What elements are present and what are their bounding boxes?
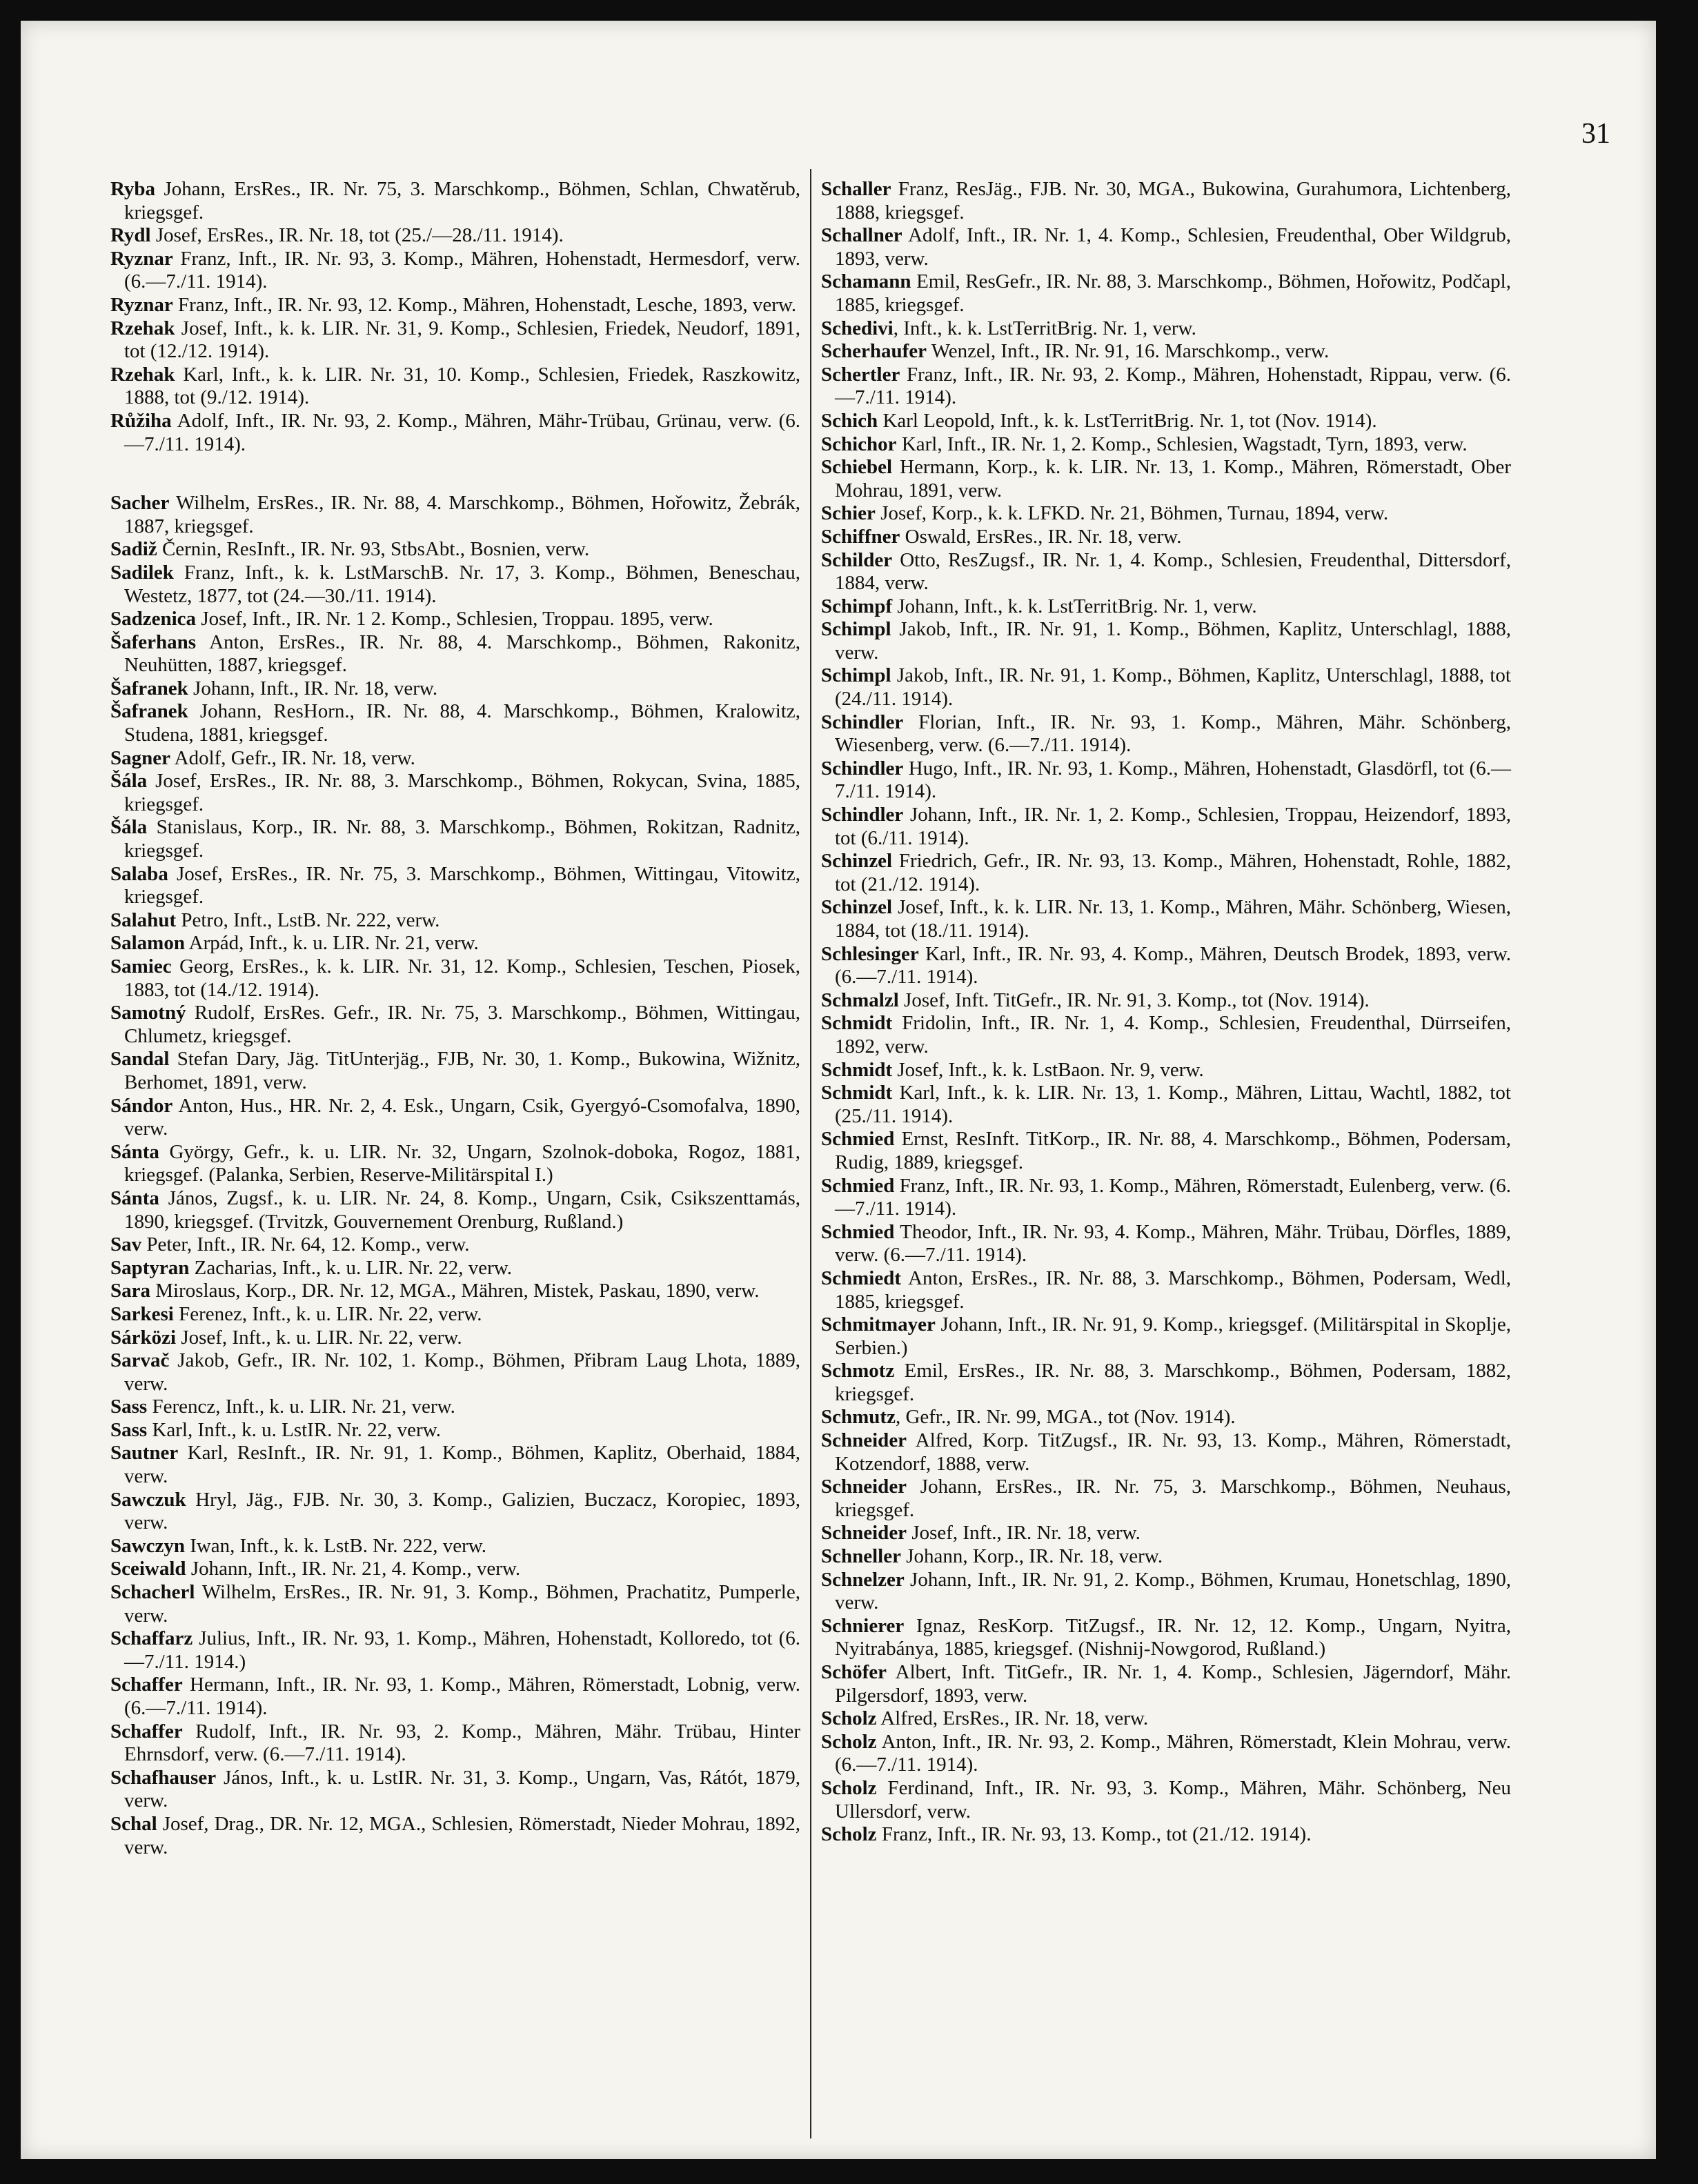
register-entry xyxy=(110,1419,800,1442)
entry-details: Josef, ErsRes., IR. Nr. 18, tot (25./—28./11. 1914). xyxy=(150,224,564,247)
register-entry xyxy=(821,1569,1511,1615)
entry-surname: Schiebel xyxy=(821,456,893,479)
register-entry xyxy=(110,1720,800,1767)
entry-details: Franz, Inft., IR. Nr. 93, 2. Komp., Mähren, Hohenstadt, Rippau, verw. (6.—7./11. 1914). xyxy=(835,363,1511,409)
entry-surname: Sara xyxy=(110,1280,150,1302)
register-entry xyxy=(821,1777,1511,1823)
entry-surname: Schmutz xyxy=(821,1406,896,1429)
entry-details: Otto, ResZugsf., IR. Nr. 1, 4. Komp., Schlesien, Freudenthal, Dittersdorf, 1884, verw. xyxy=(835,548,1511,595)
register-entry xyxy=(821,1221,1511,1267)
entry-surname: Schedivi xyxy=(821,317,894,339)
entry-surname: Sautner xyxy=(110,1442,179,1465)
register-entry xyxy=(110,538,800,562)
entry-surname: Schindler xyxy=(821,757,904,780)
entry-details: Ernst, ResInft. TitKorp., IR. Nr. 88, 4. Marschkomp., Böhmen, Podersam, Rudig, 1889, kriegsgef. xyxy=(835,1128,1511,1173)
entry-details: , Inft., k. k. LstTerritBrig. Nr. 1, verw. xyxy=(893,317,1196,339)
entry-details: Ferdinand, Inft., IR. Nr. 93, 3. Komp., Mähren, Mähr. Schönberg, Neu Ullersdorf, verw. xyxy=(835,1776,1511,1823)
entry-surname: Salaba xyxy=(110,862,168,885)
register-entry xyxy=(821,1360,1511,1406)
register-entry xyxy=(821,1661,1511,1707)
entry-details: Karl, Inft., IR. Nr. 93, 4. Komp., Mähren, Deutsch Brodek, 1893, verw. (6.—7./11. 1914). xyxy=(835,942,1511,989)
entry-surname: Scholz xyxy=(821,1707,877,1730)
register-entry xyxy=(110,562,800,608)
register-entry xyxy=(110,1349,800,1396)
entry-details: Florian, Inft., IR. Nr. 93, 1. Komp., Mähren, Mähr. Schönberg, Wiesenberg, verw. (6.—7./11. 1914). xyxy=(835,711,1511,757)
entry-surname: Schmied xyxy=(821,1174,895,1197)
entry-surname: Schneider xyxy=(821,1429,907,1452)
register-entry xyxy=(110,932,800,955)
entry-surname: Samotný xyxy=(110,1002,186,1024)
entry-details: Josef, Inft., k. k. LstBaon. Nr. 9, verw. xyxy=(892,1058,1204,1081)
entry-surname: Šafranek xyxy=(110,677,188,699)
entry-details: Josef, Drag., DR. Nr. 12, MGA., Schlesien, Römerstadt, Nieder Mohrau, 1892, verw. xyxy=(124,1812,800,1858)
register-entry xyxy=(110,1280,800,1303)
entry-surname: Schmidt xyxy=(821,1012,893,1035)
register-entry xyxy=(821,1175,1511,1221)
column-divider xyxy=(810,169,811,2138)
entry-details: Hermann, Inft., IR. Nr. 93, 1. Komp., Mähren, Römerstadt, Lobnig, verw. (6.—7./11. 1914). xyxy=(124,1674,800,1719)
page-number: 31 xyxy=(1581,118,1610,150)
register-entry xyxy=(821,1615,1511,1661)
entry-surname: Schimpl xyxy=(821,618,891,641)
entry-surname: Schilder xyxy=(821,548,893,571)
entry-surname: Sass xyxy=(110,1418,148,1441)
entry-surname: Schnierer xyxy=(821,1614,905,1637)
entry-surname: Salahut xyxy=(110,909,177,931)
entry-surname: Sawczyn xyxy=(110,1534,185,1557)
entry-surname: Sceiwald xyxy=(110,1558,186,1580)
register-entry xyxy=(110,410,800,456)
entry-surname: Schmalzl xyxy=(821,989,899,1011)
entry-surname: Schacherl xyxy=(110,1581,195,1604)
register-entry xyxy=(110,1233,800,1257)
entry-surname: Sarvač xyxy=(110,1349,170,1372)
register-entry xyxy=(110,294,800,317)
register-entry xyxy=(821,1082,1511,1128)
register-entry xyxy=(110,1442,800,1488)
entry-surname: Schimpf xyxy=(821,595,893,617)
entry-surname: Samiec xyxy=(110,955,172,977)
register-entry xyxy=(110,1002,800,1048)
register-entry xyxy=(821,178,1511,224)
entry-details: Adolf, Gefr., IR. Nr. 18, verw. xyxy=(170,746,415,769)
register-entry xyxy=(110,863,800,909)
entry-details: Johann, Inft., IR. Nr. 21, 4. Komp., verw. xyxy=(186,1558,521,1580)
entry-surname: Schich xyxy=(821,409,878,432)
register-entry xyxy=(110,1489,800,1535)
register-entry xyxy=(110,1257,800,1280)
entry-details: Wenzel, Inft., IR. Nr. 91, 16. Marschkomp., verw. xyxy=(927,340,1330,363)
entry-surname: Schlesinger xyxy=(821,942,919,965)
entry-surname: Ryznar xyxy=(110,293,173,316)
register-entry xyxy=(110,955,800,1002)
entry-details: Ignaz, ResKorp. TitZugsf., IR. Nr. 12, 12. Komp., Ungarn, Nyitra, Nyitrabánya, 1885, kriegsgef. (Nishnij-Nowgorod, Rußland.) xyxy=(835,1614,1511,1660)
entry-surname: Schnelzer xyxy=(821,1568,905,1591)
right-column xyxy=(821,178,1511,1847)
entry-surname: Sav xyxy=(110,1233,142,1256)
entry-surname: Sacher xyxy=(110,492,170,515)
entry-surname: Sagner xyxy=(110,746,170,769)
entry-surname: Schindler xyxy=(821,804,904,826)
entry-details: Theodor, Inft., IR. Nr. 93, 4. Komp., Mähren, Mähr. Trübau, Dörfles, 1889, verw. (6.—7./11. 1914). xyxy=(835,1220,1511,1267)
entry-surname: Ryznar xyxy=(110,247,173,270)
entry-details: Franz, Inft., k. k. LstMarschB. Nr. 17, 3. Komp., Böhmen, Beneschau, Westetz, 1877, tot (24.—30./11. 1914). xyxy=(124,561,800,607)
entry-details: Fridolin, Inft., IR. Nr. 1, 4. Komp., Schlesien, Freudenthal, Dürrseifen, 1892, verw. xyxy=(835,1012,1511,1058)
entry-surname: Sandal xyxy=(110,1048,170,1071)
entry-details: Johann, Inft., IR. Nr. 91, 9. Komp., kriegsgef. (Militärspital in Skoplje, Serbien.) xyxy=(835,1313,1511,1359)
register-entry xyxy=(821,757,1511,804)
entry-details: Karl, Inft., k. u. LstIR. Nr. 22, verw. xyxy=(147,1418,441,1441)
entry-details: Anton, Hus., HR. Nr. 2, 4. Esk., Ungarn, Csik, Gyergyó-Csomofalva, 1890, verw. xyxy=(124,1094,800,1140)
register-entry xyxy=(821,850,1511,896)
entry-details: Alfred, ErsRes., IR. Nr. 18, verw. xyxy=(876,1707,1149,1730)
entry-details: Josef, Korp., k. k. LFKD. Nr. 21, Böhmen, Turnau, 1894, verw. xyxy=(875,502,1389,525)
register-entry xyxy=(821,502,1511,526)
entry-surname: Schier xyxy=(821,502,876,525)
register-entry xyxy=(821,989,1511,1013)
entry-surname: Scholz xyxy=(821,1823,877,1846)
register-entry xyxy=(821,1128,1511,1174)
entry-details: Josef, Inft., k. k. LIR. Nr. 13, 1. Komp., Mähren, Mähr. Schönberg, Wiesen, 1884, tot (18./11. 1914). xyxy=(835,896,1511,942)
register-entry xyxy=(110,677,800,701)
entry-details: Josef, Inft., IR. Nr. 1 2. Komp., Schlesien, Troppau. 1895, verw. xyxy=(196,608,713,631)
register-entry xyxy=(821,804,1511,850)
entry-surname: Schamann xyxy=(821,270,911,293)
entry-details: Arpád, Inft., k. u. LIR. Nr. 21, verw. xyxy=(184,932,479,955)
register-entry xyxy=(821,943,1511,989)
register-entry xyxy=(821,664,1511,711)
entry-details: Johann, Inft., IR. Nr. 1, 2. Komp., Schlesien, Troppau, Heizendorf, 1893, tot (6./11. 1914). xyxy=(835,804,1511,849)
entry-details: Hugo, Inft., IR. Nr. 93, 1. Komp., Mähren, Hohenstadt, Glasdörfl, tot (6.—7./11. 1914). xyxy=(835,757,1511,803)
register-entry xyxy=(821,270,1511,317)
register-entry xyxy=(821,1012,1511,1058)
entry-details: Anton, ErsRes., IR. Nr. 88, 4. Marschkomp., Böhmen, Rakonitz, Neuhütten, 1887, kriegsgef. xyxy=(124,631,800,677)
register-entry xyxy=(821,1823,1511,1847)
entry-surname: Schmiedt xyxy=(821,1267,901,1289)
entry-details: Ferencz, Inft., k. u. LIR. Nr. 21, verw. xyxy=(147,1396,455,1418)
entry-details: Adolf, Inft., IR. Nr. 93, 2. Komp., Mähren, Mähr-Trübau, Grünau, verw. (6.—7./11. 1914). xyxy=(124,409,800,455)
register-entry xyxy=(110,1674,800,1720)
entry-details: Friedrich, Gefr., IR. Nr. 93, 13. Komp., Mähren, Hohenstadt, Rohle, 1882, tot (21./12. 1914). xyxy=(835,850,1511,895)
entry-details: Ferenez, Inft., k. u. LIR. Nr. 22, verw. xyxy=(173,1302,482,1325)
register-entry xyxy=(110,1535,800,1558)
register-entry xyxy=(110,1327,800,1350)
register-entry xyxy=(110,770,800,816)
register-entry xyxy=(821,1059,1511,1082)
register-entry xyxy=(821,456,1511,502)
entry-surname: Schneider xyxy=(821,1522,907,1545)
entry-details: Franz, Inft., IR. Nr. 93, 1. Komp., Mähren, Römerstadt, Eulenberg, verw. (6.—7./11. 1914). xyxy=(835,1174,1511,1220)
entry-details: Albert, Inft. TitGefr., IR. Nr. 1, 4. Komp., Schlesien, Jägerndorf, Mähr. Pilgersdorf, 1893, verw. xyxy=(835,1661,1511,1707)
entry-details: Jakob, Inft., IR. Nr. 91, 1. Komp., Böhmen, Kaplitz, Unterschlagl, 1888, tot (24./11. 1914). xyxy=(835,664,1511,711)
register-entry xyxy=(821,340,1511,364)
entry-details: Jakob, Gefr., IR. Nr. 102, 1. Komp., Böhmen, Přibram Laug Lhota, 1889, verw. xyxy=(124,1349,800,1395)
register-entry xyxy=(821,224,1511,270)
entry-details: János, Zugsf., k. u. LIR. Nr. 24, 8. Komp., Ungarn, Csik, Csikszenttamás, 1890, kriegsgef. (Trvitzk, Gouvernement Orenburg, Rußland.) xyxy=(124,1187,800,1233)
entry-surname: Schmidt xyxy=(821,1058,893,1081)
entry-surname: Šála xyxy=(110,816,148,839)
entry-details: Anton, Inft., IR. Nr. 93, 2. Komp., Mähren, Römerstadt, Klein Mohrau, verw. (6.—7./11. 1914). xyxy=(835,1730,1511,1776)
register-entry xyxy=(110,1813,800,1859)
register-entry xyxy=(110,1627,800,1674)
register-entry xyxy=(110,1396,800,1419)
entry-surname: Schiffner xyxy=(821,525,900,548)
entry-details: Johann, Inft., k. k. LstTerritBrig. Nr. 1, verw. xyxy=(892,595,1257,617)
entry-surname: Sawczuk xyxy=(110,1488,186,1511)
entry-details: Karl, Inft., IR. Nr. 1, 2. Komp., Schlesien, Wagstadt, Tyrn, 1893, verw. xyxy=(896,433,1468,455)
entry-surname: Scholz xyxy=(821,1730,877,1753)
entry-surname: Schmidt xyxy=(821,1082,893,1104)
entry-details: Josef, Inft., k. k. LIR. Nr. 31, 9. Komp., Schlesien, Friedek, Neudorf, 1891, tot (12./12. 1914). xyxy=(124,317,800,363)
entry-details: Emil, ResGefr., IR. Nr. 88, 3. Marschkomp., Böhmen, Hořowitz, Podčapl, 1885, kriegsgef. xyxy=(835,270,1511,316)
entry-details: , Gefr., IR. Nr. 99, MGA., tot (Nov. 1914). xyxy=(895,1406,1236,1429)
entry-surname: Rydl xyxy=(110,224,151,247)
register-entry xyxy=(821,317,1511,341)
entry-details: Peter, Inft., IR. Nr. 64, 12. Komp., verw. xyxy=(141,1233,470,1256)
entry-details: Johann, ErsRes., IR. Nr. 75, 3. Marschkomp., Böhmen, Schlan, Chwatěrub, kriegsgef. xyxy=(124,178,800,224)
entry-details: György, Gefr., k. u. LIR. Nr. 32, Ungarn, Szolnok-doboka, Rogoz, 1881, kriegsgef. (Palanka, Serbien, Reserve-Militärspital I.) xyxy=(124,1140,800,1187)
entry-details: Emil, ErsRes., IR. Nr. 88, 3. Marschkomp., Böhmen, Podersam, 1882, kriegsgef. xyxy=(835,1360,1511,1405)
entry-details: Hryl, Jäg., FJB. Nr. 30, 3. Komp., Galizien, Buczacz, Koropiec, 1893, verw. xyxy=(124,1488,800,1534)
entry-details: Rudolf, Inft., IR. Nr. 93, 2. Komp., Mähren, Mähr. Trübau, Hinter Ehrnsdorf, verw. (6.—7./11. 1914). xyxy=(124,1720,800,1766)
entry-details: Josef, Inft., IR. Nr. 18, verw. xyxy=(907,1522,1141,1545)
entry-details: Karl, Inft., k. k. LIR. Nr. 31, 10. Komp., Schlesien, Friedek, Raszkowitz, 1888, tot (9./12. 1914). xyxy=(124,363,800,409)
entry-details: Josef, Inft., k. u. LIR. Nr. 22, verw. xyxy=(176,1326,462,1349)
entry-surname: Sánta xyxy=(110,1140,159,1163)
entry-details: Stefan Dary, Jäg. TitUnterjäg., FJB, Nr. 30, 1. Komp., Bukowina, Wižnitz, Berhomet, 1891, verw. xyxy=(124,1048,800,1093)
entry-details: Anton, ErsRes., IR. Nr. 88, 3. Marschkomp., Böhmen, Podersam, Wedl, 1885, kriegsgef. xyxy=(835,1267,1511,1313)
register-entry xyxy=(821,410,1511,433)
entry-details: Miroslaus, Korp., DR. Nr. 12, MGA., Mähren, Mistek, Paskau, 1890, verw. xyxy=(150,1280,760,1302)
register-entry xyxy=(110,608,800,631)
entry-surname: Sánta xyxy=(110,1187,159,1209)
entry-details: Adolf, Inft., IR. Nr. 1, 4. Komp., Schlesien, Freudenthal, Ober Wildgrub, 1893, verw. xyxy=(835,224,1511,270)
entry-surname: Sass xyxy=(110,1396,148,1418)
entry-details: Zacharias, Inft., k. u. LIR. Nr. 22, verw. xyxy=(189,1256,513,1279)
entry-details: Oswald, ErsRes., IR. Nr. 18, verw. xyxy=(900,525,1182,548)
register-entry xyxy=(110,747,800,771)
entry-surname: Schafhauser xyxy=(110,1766,217,1789)
entry-details: Josef, ErsRes., IR. Nr. 75, 3. Marschkomp., Böhmen, Wittingau, Vitowitz, kriegsgef. xyxy=(124,862,800,909)
entry-surname: Ryba xyxy=(110,178,156,200)
entry-surname: Schmitmayer xyxy=(821,1313,936,1336)
entry-details: Wilhelm, ErsRes., IR. Nr. 88, 4. Marschkomp., Böhmen, Hořowitz, Žebrák, 1887, kriegsgef. xyxy=(124,492,800,537)
entry-surname: Schinzel xyxy=(821,896,893,919)
register-entry xyxy=(110,1095,800,1141)
register-entry xyxy=(821,618,1511,664)
entry-details: Karl, ResInft., IR. Nr. 91, 1. Komp., Böhmen, Kaplitz, Oberhaid, 1884, verw. xyxy=(124,1442,800,1488)
register-entry xyxy=(821,1267,1511,1313)
document-page xyxy=(21,21,1656,2159)
register-entry xyxy=(110,1581,800,1627)
entry-details: Josef, ErsRes., IR. Nr. 88, 3. Marschkomp., Böhmen, Rokycan, Svina, 1885, kriegsgef. xyxy=(124,770,800,815)
entry-surname: Schneller xyxy=(821,1545,901,1568)
entry-details: Alfred, Korp. TitZugsf., IR. Nr. 93, 13. Komp., Mähren, Römerstadt, Kotzendorf, 1888, verw. xyxy=(835,1429,1511,1475)
entry-details: Stanislaus, Korp., IR. Nr. 88, 3. Marschkomp., Böhmen, Rokitzan, Radnitz, kriegsgef. xyxy=(124,816,800,862)
entry-details: Franz, Inft., IR. Nr. 93, 13. Komp., tot (21./12. 1914). xyxy=(876,1823,1312,1846)
register-entry xyxy=(110,816,800,862)
register-entry xyxy=(821,711,1511,757)
entry-surname: Schindler xyxy=(821,711,904,733)
entry-details: Franz, ResJäg., FJB. Nr. 30, MGA., Bukowina, Gurahumora, Lichtenberg, 1888, kriegsgef. xyxy=(835,178,1511,224)
register-entry xyxy=(110,364,800,410)
entry-surname: Saptyran xyxy=(110,1256,190,1279)
entry-details: Karl Leopold, Inft., k. k. LstTerritBrig. Nr. 1, tot (Nov. 1914). xyxy=(878,409,1377,432)
register-entry xyxy=(821,1707,1511,1731)
entry-surname: Schichor xyxy=(821,433,897,455)
entry-surname: Šaferhans xyxy=(110,631,197,653)
entry-details: Johann, Inft., IR. Nr. 91, 2. Komp., Böhmen, Krumau, Honetschlag, 1890, verw. xyxy=(835,1568,1511,1614)
register-entry xyxy=(821,1313,1511,1360)
register-entry xyxy=(821,1476,1511,1522)
register-entry xyxy=(110,248,800,294)
register-entry xyxy=(821,1731,1511,1777)
register-entry xyxy=(110,1048,800,1094)
entry-details: János, Inft., k. u. LstIR. Nr. 31, 3. Komp., Ungarn, Vas, Rátót, 1879, verw. xyxy=(124,1766,800,1812)
entry-surname: Schaffer xyxy=(110,1720,183,1743)
register-entry xyxy=(110,178,800,224)
register-entry xyxy=(821,1522,1511,1545)
entry-surname: Schallner xyxy=(821,224,902,247)
entry-surname: Schaffarz xyxy=(110,1627,193,1650)
entry-details: Franz, Inft., IR. Nr. 93, 12. Komp., Mähren, Hohenstadt, Lesche, 1893, verw. xyxy=(172,293,797,316)
entry-surname: Salamon xyxy=(110,932,185,955)
register-entry xyxy=(110,1187,800,1233)
entry-details: Karl, Inft., k. k. LIR. Nr. 13, 1. Komp., Mähren, Littau, Wachtl, 1882, tot (25./11. 1914). xyxy=(835,1082,1511,1127)
entry-surname: Schertler xyxy=(821,363,900,386)
entry-surname: Schmied xyxy=(821,1220,895,1243)
register-entry xyxy=(821,433,1511,457)
entry-details: Rudolf, ErsRes. Gefr., IR. Nr. 75, 3. Marschkomp., Böhmen, Wittingau, Chlumetz, kriegsgef. xyxy=(124,1002,800,1047)
entry-surname: Rzehak xyxy=(110,363,175,386)
entry-surname: Růžiha xyxy=(110,409,172,432)
register-entry xyxy=(110,631,800,677)
register-entry xyxy=(110,1141,800,1187)
register-entry xyxy=(110,224,800,248)
register-entry xyxy=(110,909,800,933)
entry-details: Georg, ErsRes., k. k. LIR. Nr. 31, 12. Komp., Schlesien, Teschen, Piosek, 1883, tot (14./12. 1914). xyxy=(124,955,800,1001)
entry-surname: Šafranek xyxy=(110,700,188,723)
register-entry xyxy=(110,1303,800,1327)
entry-details: Franz, Inft., IR. Nr. 93, 3. Komp., Mähren, Hohenstadt, Hermesdorf, verw. (6.—7./11. 1914). xyxy=(124,247,800,293)
entry-surname: Schal xyxy=(110,1812,157,1835)
left-column xyxy=(110,178,800,1859)
entry-surname: Schneider xyxy=(821,1476,907,1498)
entry-details: Hermann, Korp., k. k. LIR. Nr. 13, 1. Komp., Mähren, Römerstadt, Ober Mohrau, 1891, verw. xyxy=(835,456,1511,502)
entry-details: Julius, Inft., IR. Nr. 93, 1. Komp., Mähren, Hohenstadt, Kolloredo, tot (6.—7./11. 1914.) xyxy=(124,1627,800,1673)
entry-surname: Rzehak xyxy=(110,317,175,339)
register-entry xyxy=(821,526,1511,549)
entry-details: Johann, ResHorn., IR. Nr. 88, 4. Marschkomp., Böhmen, Kralowitz, Studena, 1881, kriegsgef. xyxy=(124,700,800,746)
entry-details: Iwan, Inft., k. k. LstB. Nr. 222, verw. xyxy=(184,1534,487,1557)
entry-surname: Sadiž xyxy=(110,538,157,561)
register-entry xyxy=(110,700,800,746)
register-entry xyxy=(110,317,800,364)
register-entry xyxy=(821,1545,1511,1569)
entry-surname: Schinzel xyxy=(821,850,893,873)
entry-details: Johann, Korp., IR. Nr. 18, verw. xyxy=(901,1545,1163,1568)
entry-surname: Schaller xyxy=(821,178,891,200)
register-entry xyxy=(821,549,1511,595)
entry-details: Jakob, Inft., IR. Nr. 91, 1. Komp., Böhmen, Kaplitz, Unterschlagl, 1888, verw. xyxy=(835,618,1511,664)
entry-details: Wilhelm, ErsRes., IR. Nr. 91, 3. Komp., Böhmen, Prachatitz, Pumperle, verw. xyxy=(124,1581,800,1627)
entry-details: Johann, Inft., IR. Nr. 18, verw. xyxy=(188,677,438,699)
entry-surname: Sárközi xyxy=(110,1326,177,1349)
entry-surname: Scherhaufer xyxy=(821,340,927,363)
entry-surname: Schöfer xyxy=(821,1661,887,1683)
entry-details: Johann, ErsRes., IR. Nr. 75, 3. Marschkomp., Böhmen, Neuhaus, kriegsgef. xyxy=(835,1476,1511,1521)
entry-surname: Schaffer xyxy=(110,1674,183,1696)
register-entry xyxy=(110,1767,800,1813)
register-entry xyxy=(110,1558,800,1581)
register-entry xyxy=(821,896,1511,942)
register-entry xyxy=(821,1429,1511,1476)
entry-surname: Sarkesi xyxy=(110,1302,174,1325)
register-entry xyxy=(821,1406,1511,1429)
entry-surname: Schmied xyxy=(821,1128,895,1151)
entry-surname: Sándor xyxy=(110,1094,173,1117)
entry-surname: Schmotz xyxy=(821,1360,895,1382)
entry-surname: Schimpl xyxy=(821,664,891,687)
entry-details: Černin, ResInft., IR. Nr. 93, StbsAbt., Bosnien, verw. xyxy=(157,538,590,561)
entry-surname: Sadzenica xyxy=(110,608,197,631)
entry-surname: Scholz xyxy=(821,1776,877,1799)
entry-surname: Šála xyxy=(110,770,148,793)
register-entry xyxy=(821,595,1511,619)
entry-surname: Sadilek xyxy=(110,561,174,584)
register-entry xyxy=(821,364,1511,410)
register-entry xyxy=(110,492,800,538)
entry-details: Petro, Inft., LstB. Nr. 222, verw. xyxy=(176,909,440,931)
entry-details: Josef, Inft. TitGefr., IR. Nr. 91, 3. Komp., tot (Nov. 1914). xyxy=(898,989,1370,1011)
